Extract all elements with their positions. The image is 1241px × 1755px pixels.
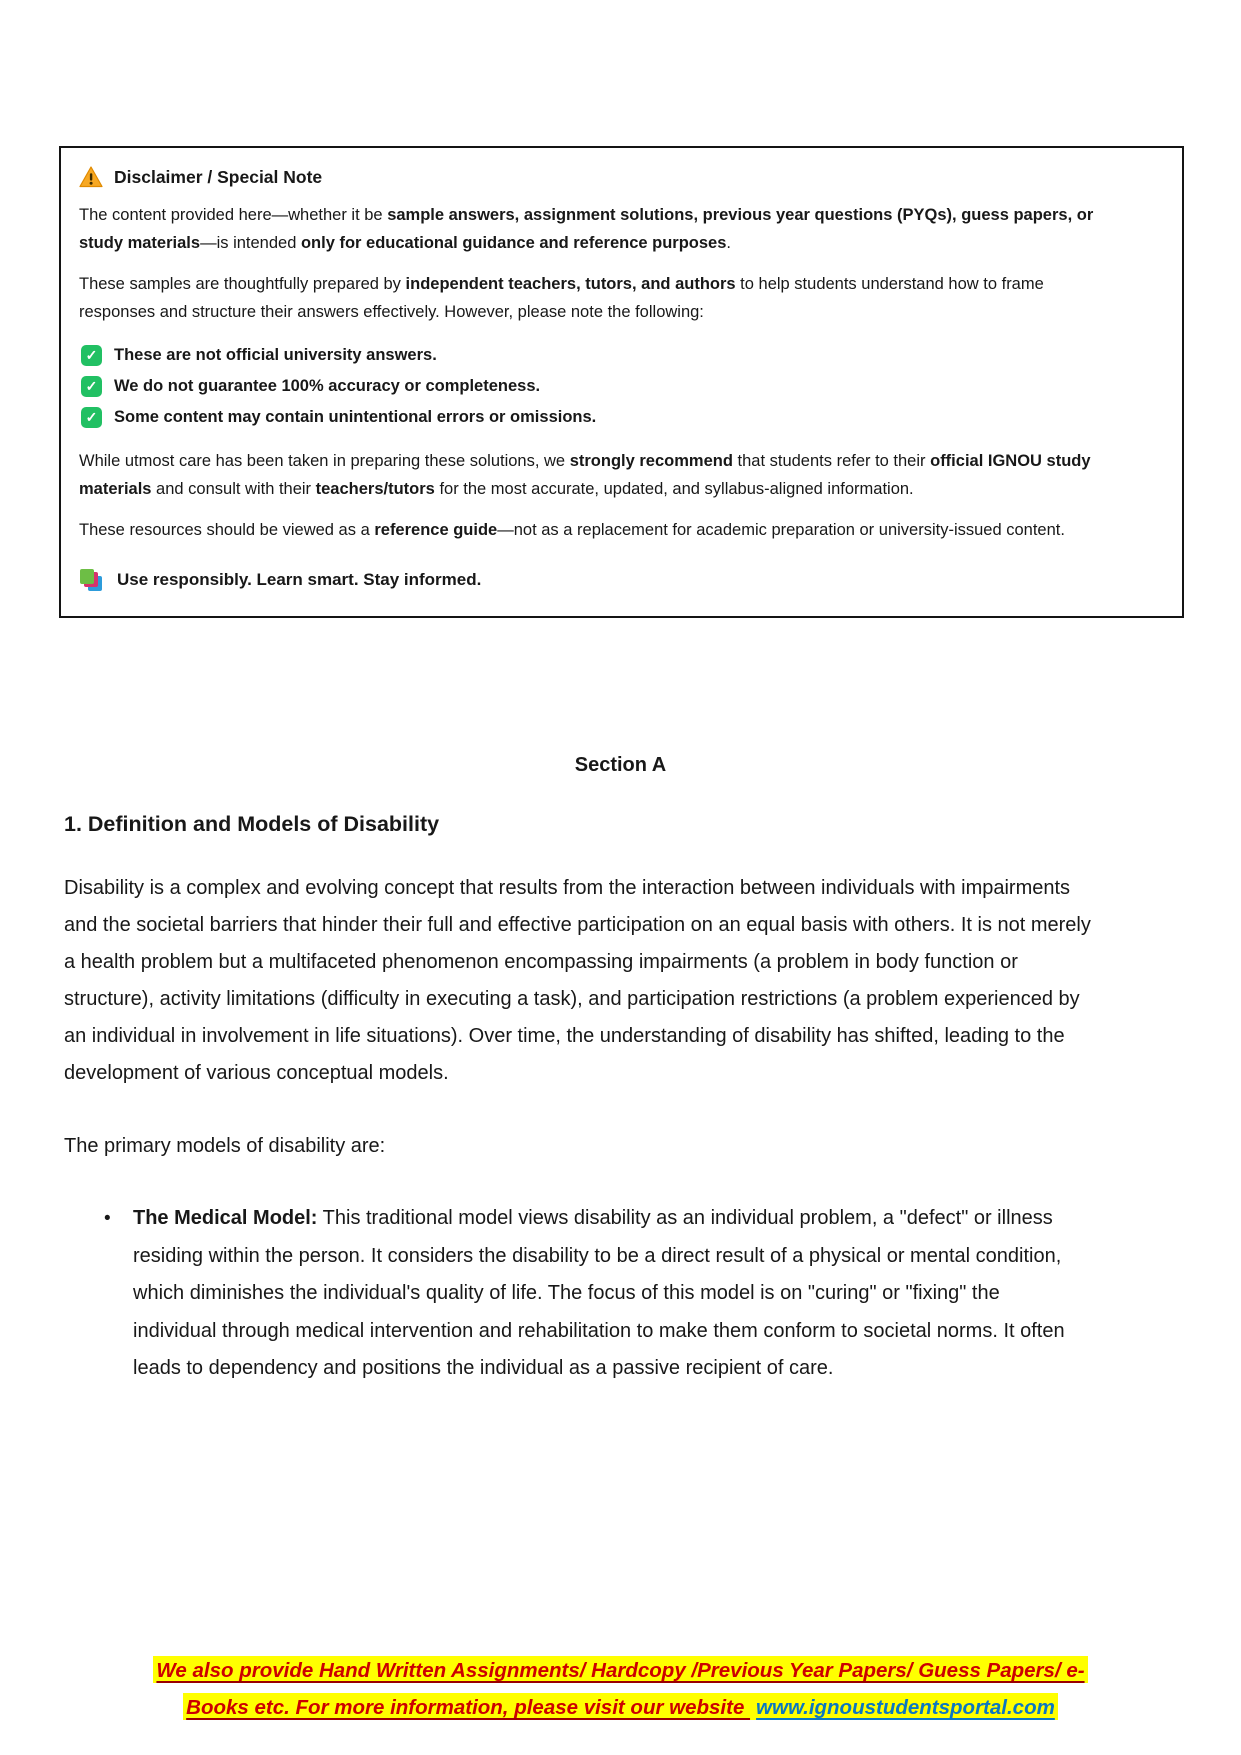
text-run: strongly recommend — [569, 452, 733, 470]
disclaimer-paragraph-2 — [79, 270, 1124, 326]
checklist-item-label: These are not official university answers. — [114, 346, 437, 364]
text-run: —is intended — [200, 234, 301, 252]
text-run: These resources should be viewed as a — [79, 521, 375, 539]
checklist-item — [81, 407, 1158, 428]
checklist-item-label: We do not guarantee 100% accuracy or completeness. — [114, 377, 541, 395]
section-heading: Section A — [574, 754, 667, 776]
disclaimer-title-row — [79, 166, 1158, 188]
text-run: sample answers, assignment solutions, previous year questions (PYQs), guess papers, or study materials — [79, 206, 1094, 252]
checklist-item — [81, 376, 1158, 397]
footer-promo-text: Books etc. For more information, please visit our website — [183, 1693, 753, 1720]
text-run: to help students understand how to frame responses and structure their answers effectively. However, please note the following: — [79, 275, 1044, 321]
disclaimer-box — [59, 146, 1184, 618]
text-run: that students refer to their — [732, 452, 931, 470]
article-paragraph-1: Disability is a complex and evolving concept that results from the interaction between individuals with impairments and the societal barriers that hinder their full and effective participation on an equal basis with others. It is not merely a health problem but a multifaceted phenomenon encompassing impairments (a problem in body function or structure), activity limitations (difficulty in executing a task), and participation restrictions (a problem experienced by an individual in involvement in life situations). Over time, the understanding of disability has shifted, leading to the development of various conceptual models. — [64, 877, 1091, 1084]
models-bullet-list — [64, 1200, 1181, 1388]
warning-icon — [79, 166, 103, 188]
disclaimer-note-row — [79, 566, 1124, 594]
bullet-marker: • — [104, 1208, 111, 1229]
text-run: teachers/tutors — [315, 480, 435, 498]
article-paragraph-2: The primary models of disability are: — [64, 1135, 386, 1157]
check-icon: ✓ — [81, 345, 102, 366]
footer-promo-text: We also provide Hand Written Assignments/ Hardcopy /Previous Year Papers/ Guess Papers/ e- — [153, 1656, 1087, 1683]
text-run: The Medical Model: — [133, 1207, 318, 1229]
disclaimer-title: Disclaimer / Special Note — [114, 166, 323, 187]
disclaimer-paragraph-4 — [79, 516, 1124, 544]
text-run: —not as a replacement for academic preparation or university-issued content. — [497, 521, 1065, 539]
article-heading: 1. Definition and Models of Disability — [64, 812, 440, 836]
checklist-item — [81, 345, 1158, 366]
text-run: These samples are thoughtfully prepared by — [79, 275, 406, 293]
text-run: . — [726, 234, 731, 252]
page-footer-promo — [0, 1652, 1241, 1726]
text-run: independent teachers, tutors, and authors — [405, 275, 736, 293]
check-icon: ✓ — [81, 376, 102, 397]
text-run: and consult with their — [151, 480, 316, 498]
article-body — [0, 812, 1241, 1388]
disclaimer-checklist — [81, 345, 1158, 428]
bullet-item-text — [133, 1207, 1065, 1379]
text-run: While utmost care has been taken in preparing these solutions, we — [79, 452, 570, 470]
text-run: This traditional model views disability as an individual problem, a "defect" or illness residing within the person. It considers the disability to be a direct result of a physical or mental condition, which diminishes the individual's quality of life. The focus of this model is on "curing" or "fixing" the individual through medical intervention and rehabilitation to make them conform to societal norms. It often leads to dependency and positions the individual as a passive recipient of care. — [133, 1207, 1065, 1379]
text-run: only for educational guidance and reference purposes — [300, 234, 727, 252]
disclaimer-paragraph-3 — [79, 447, 1124, 503]
disclaimer-note: Use responsibly. Learn smart. Stay informed. — [117, 570, 482, 589]
books-icon — [79, 568, 105, 592]
website-link[interactable]: www.ignoustudentsportal.com — [753, 1693, 1058, 1720]
text-run: The content provided here—whether it be — [79, 206, 388, 224]
text-run: for the most accurate, updated, and syllabus-aligned information. — [434, 480, 914, 498]
text-run: reference guide — [374, 521, 498, 539]
check-icon: ✓ — [81, 407, 102, 428]
bullet-item-medical-model — [64, 1200, 1074, 1388]
checklist-item-label: Some content may contain unintentional errors or omissions. — [114, 408, 597, 426]
text-run: official IGNOU study materials — [79, 452, 1091, 498]
disclaimer-paragraph-1 — [79, 201, 1124, 257]
